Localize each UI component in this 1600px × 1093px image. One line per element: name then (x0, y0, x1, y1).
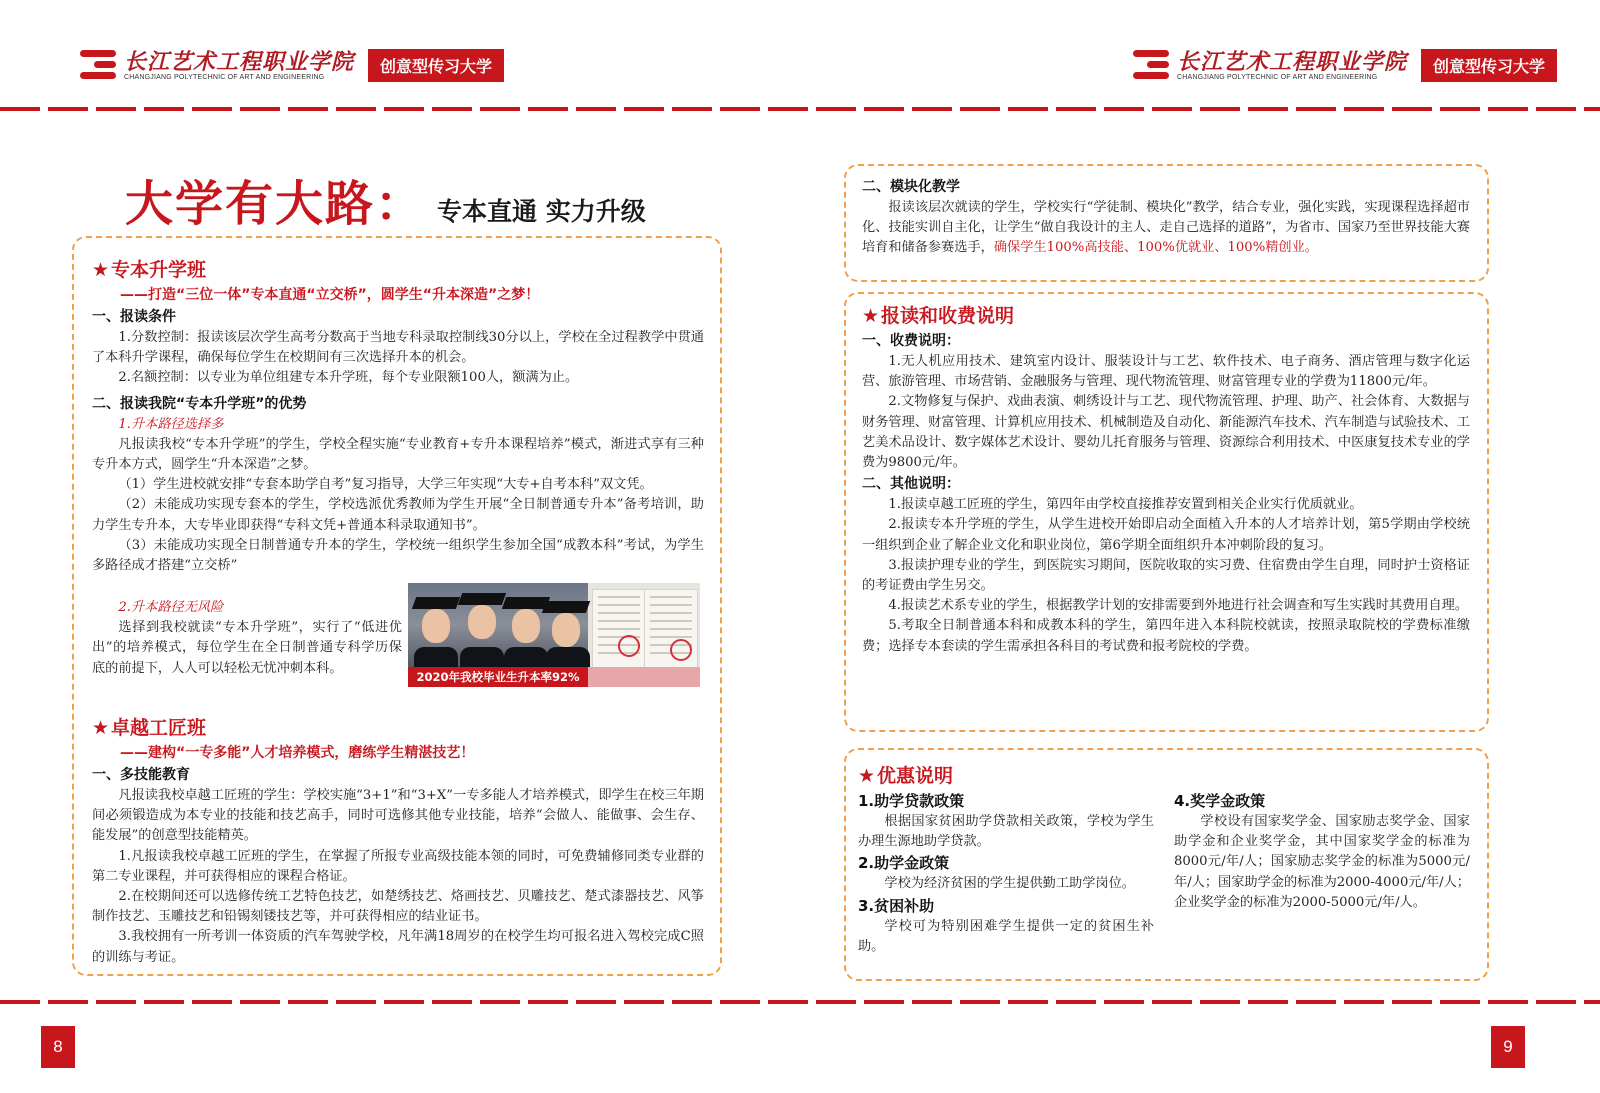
subheading: 2.升本路径无风险 (118, 600, 224, 615)
discount-content (858, 762, 1470, 957)
heading-aid: 3.贫困补助 (858, 896, 935, 915)
heading-multi-skill: 一、多技能教育 (92, 767, 190, 783)
star-icon: ★ (92, 259, 110, 281)
heading-grant: 2.助学金政策 (858, 854, 950, 873)
heading-fees: 一、收费说明： (862, 333, 960, 349)
paragraph: （2）未能成功实现专套本的学生，学校选派优秀教师为学生开展“全日制普通专升本”备考培训，助力学生专升本，大专毕业即获得“专科文凭+普通本科录取通知书”。 (92, 497, 704, 533)
paragraph: 3.报读护理专业的学生，到医院实习期间，医院收取的实习费、住宿费由学生自理，同时护士资格证的考证费由学生另交。 (862, 557, 1470, 594)
paragraph: 2.在校期间还可以选修传统工艺特色技艺，如楚绣技艺、烙画技艺、贝雕技艺、楚式漆器技艺、风筝制作技艺、玉雕技艺和铅锡刻镂技艺等，并可获得相应的结业证书。 (92, 889, 704, 925)
brand-right (1133, 48, 1557, 82)
paragraph: 报读该层次就读的学生，学校实行“学徒制、模块化”教学，结合专业，强化实践，实现课程选择超市化、技能实训自主化，让学生“做自我设计的主人、走自己选择的道路”，为省市、国家乃至世界技能大赛培育和储备参赛选手，确保学生100%高技能、100%优就业、100%精创业。 (862, 200, 1470, 256)
heading-conditions: 一、报读条件 (92, 309, 176, 325)
admission-letter-image (644, 589, 698, 669)
paragraph: 1.分数控制：报读该层次学生高考分数高于当地专科录取控制线30分以上，学校在全过程教学中贯通了本科升学课程，确保每位学生在校期间有三次选择升本的机会。 (92, 330, 704, 366)
slogan-badge: 创意型传习大学 (1421, 49, 1557, 82)
heading-module: 二、模块化教学 (862, 179, 960, 195)
stamp-icon (670, 639, 692, 661)
highlight-text: 确保学生100%高技能、100%优就业、100%精创业。 (993, 240, 1318, 256)
school-name-cn: 长江艺术工程职业学院 (1177, 48, 1408, 75)
page-number-left: 8 (41, 1026, 75, 1068)
fees-content (862, 302, 1470, 657)
school-logo-icon (1133, 48, 1171, 82)
school-name-en: CHANGJIANG POLYTECHNIC OF ART AND ENGINEERING (1177, 73, 1378, 81)
slogan-badge: 创意型传习大学 (368, 49, 504, 82)
paragraph: 2.名额控制：以专业为单位组建专本升学班，每个专业限额100人，额满为止。 (118, 370, 579, 386)
title-sub: 专本直通 实力升级 (437, 197, 646, 226)
top-divider (0, 105, 1600, 113)
star-icon: ★ (862, 305, 880, 327)
paragraph: 学校为经济贫困的学生提供勤工助学岗位。 (884, 876, 1135, 892)
paragraph: 2.文物修复与保护、戏曲表演、刺绣设计与工艺、现代物流管理、护理、助产、社会体育、大数据与财务管理、财富管理、计算机应用技术、机械制造及自动化、新能源汽车技术、汽车制造与试验技术、工艺美术品设计、数字媒体艺术设计、婴幼儿托育服务与管理、资源综合利用技术、中医康复技术专业的学费为9800元/年。 (862, 394, 1470, 471)
paragraph: 根据国家贫困助学贷款相关政策，学校为学生办理生源地助学贷款。 (858, 814, 1154, 850)
page-title (125, 165, 646, 234)
graduation-photo (408, 583, 700, 687)
stamp-icon (618, 635, 640, 657)
bottom-divider (0, 998, 1600, 1006)
paragraph: 1.报读卓越工匠班的学生，第四年由学校直接推荐安置到相关企业实行优质就业。 (888, 497, 1363, 513)
paragraph: （3）未能成功实现全日制普通专升本的学生，学校统一组织学生参加全国“成教本科”考试，为学生多路径成才搭建“立交桥” (92, 537, 704, 574)
page-number-right: 9 (1491, 1026, 1525, 1068)
admission-letter-image (592, 589, 646, 669)
paragraph: 凡报读我校“专本升学班”的学生，学校全程实施“专业教育+专升本课程培养”模式，渐进式享有三种专升本方式，圆学生“升本深造”之梦。 (92, 436, 704, 473)
section-subtitle: ——建构“一专多能”人才培养模式，磨练学生精湛技艺！ (120, 745, 475, 761)
paragraph: 2.报读专本升学班的学生，从学生进校开始即启动全面植入升本的人才培养计划，第5学期由学校统一组织到企业了解企业文化和职业岗位，第6学期全面组织升本冲刺阶段的复习。 (862, 517, 1470, 553)
paragraph: 5.考取全日制普通本科和成教本科的学生，第四年进入本科院校就读，按照录取院校的学费标准缴费；选择专本套读的学生需承担各科目的考试费和报考院校的学费。 (862, 618, 1470, 654)
school-name-cn: 长江艺术工程职业学院 (124, 48, 355, 75)
module-content (862, 176, 1470, 259)
left-content-narrow (92, 598, 402, 679)
paragraph: 凡报读我校卓越工匠班的学生：学校实施“3+1”和“3+X”一专多能人才培养模式，即学生在校三年期间必须锻造成为本专业的技能和技艺高手，同时可选修其他专业技能，培养“会做人、能做事、会生存、能发展”的创意型技能精英。 (92, 788, 704, 844)
title-main: 大学有大路： (125, 176, 426, 232)
left-content (92, 256, 704, 576)
section-subtitle: ——打造“三位一体”专本直通“立交桥”，圆学生“升本深造”之梦！ (120, 287, 540, 303)
star-icon: ★ (92, 717, 110, 739)
paragraph: 3.我校拥有一所考训一体资质的汽车驾驶学校，凡年满18周岁的在校学生均可报名进入驾校完成C照的训练与考证。 (92, 929, 704, 965)
section-title-upgrade: ★ 专本升学班 (92, 259, 207, 281)
paragraph: 选择到我校就读“专本升学班”，实行了“低进优出”的培养模式，每位学生在全日制普通专科学历保底的前提下，人人可以轻松无忧冲刺本科。 (92, 620, 402, 676)
photo-caption: 2020年我校毕业生升本率92% (408, 667, 588, 687)
paragraph: 学校设有国家奖学金、国家励志奖学金、国家助学金和企业奖学金，其中国家奖学金的标准为8000元/年/人；国家励志奖学金的标准为5000元/年/人；国家助学金的标准为2000-4000元/年/人；企业奖学金的标准为2000-5000元/年/人。 (1174, 814, 1470, 910)
heading-other: 二、其他说明： (862, 476, 960, 493)
section-title-discount: ★ 优惠说明 (858, 765, 954, 787)
star-icon: ★ (858, 765, 876, 787)
section-title-fees: ★ 报读和收费说明 (862, 305, 1015, 327)
heading-advantages: 二、报读我院“专本升学班”的优势 (92, 395, 307, 412)
brand-left (80, 48, 504, 82)
left-content-bottom (92, 714, 704, 968)
heading-scholarship: 4.奖学金政策 (1174, 792, 1266, 810)
school-name-en: CHANGJIANG POLYTECHNIC OF ART AND ENGINEERING (124, 73, 325, 81)
heading-loan: 1.助学贷款政策 (858, 792, 965, 810)
school-logo-icon (80, 48, 118, 82)
paragraph: 学校可为特别困难学生提供一定的贫困生补助。 (858, 918, 1154, 954)
paragraph: 1.无人机应用技术、建筑室内设计、服装设计与工艺、软件技术、电子商务、酒店管理与数字化运营、旅游管理、市场营销、金融服务与管理、现代物流管理、财富管理专业的学费为11800元/年。 (862, 354, 1470, 390)
paragraph: （1）学生进校就安排“专套本助学自考”复习指导，大学三年实现“大专+自考本科”双文凭。 (118, 477, 653, 493)
paragraph: 4.报读艺术系专业的学生，根据教学计划的安排需要到外地进行社会调查和写生实践时其费用自理。 (888, 598, 1469, 614)
subheading: 1.升本路径选择多 (118, 416, 224, 432)
section-title-craftsman: ★ 卓越工匠班 (92, 717, 207, 739)
paragraph: 1.凡报读我校卓越工匠班的学生，在掌握了所报专业高级技能本领的同时，可免费辅修同类专业群的第二专业课程，并可获得相应的课程合格证。 (92, 848, 704, 884)
